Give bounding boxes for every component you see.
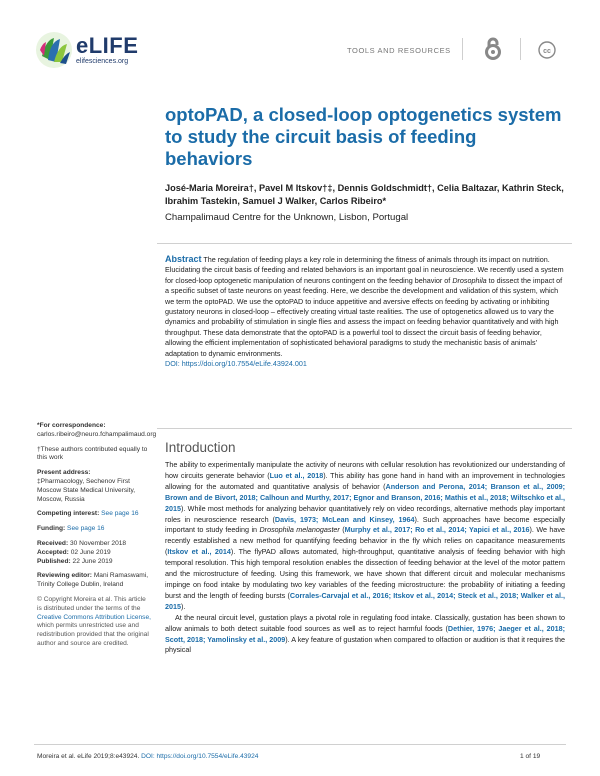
copyright-text: © Copyright Moreira et al. This article is distributed under the terms of the (37, 595, 146, 612)
author-list: José-Maria Moreira†, Pavel M Itskov†‡, Dennis Goldschmidt†, Celia Baltazar, Kathrin Steck, Ibrahim Tastekin, Samuel J Walker, Carlos Ribeiro* (165, 183, 564, 206)
citation-link[interactable]: Corrales-Carvajal et al., 2016; Itskov et al., 2014; Steck et al., 2018; Walker et al., 2015 (165, 590, 565, 611)
correspondence-email[interactable]: carlos.ribeiro@neuro.fchampalimaud.org (37, 430, 157, 438)
body-text: ). Such approaches have become especially important to study feeding in (165, 514, 565, 535)
abstract-doi-link[interactable]: DOI: https://doi.org/10.7554/eLife.43924.001 (165, 359, 307, 369)
open-access-icon (482, 37, 504, 61)
footer-citation-text: Moreira et al. eLife 2019;8:e43924. (37, 753, 142, 760)
abstract-text: to dissect the impact of a specific subset of taste neurons on yeast feeding. Here, we describe the development and validation of this system, which we term the optoPAD. We use the optoPAD to induce appetitive and aversive effects on feeding by activating or inhibiting gustatory neurons in closed-loop – effectively creating virtual taste realities. The use of optogenetics allowed us to vary the dynamics and probability of stimulation in single flies and assess the impact on feeding behavior quantitatively and with high throughput. These data demonstrate that the optoPAD is a powerful tool to dissect the circuit basis of feeding behavior, allowing the efficient implementation of sophisticated behavioral paradigms to study the mechanistic basis of animals' adaptation to dynamic environments. (165, 275, 563, 358)
funding-link[interactable]: See page 16 (67, 525, 105, 533)
funding-label: Funding: (37, 525, 66, 533)
citation-link[interactable]: Anderson and Perona, 2014; Branson et al., 2009; Brown and de Bivort, 2018; Calhoun and Murthy, 2017; Egnor and Branson, 2016; Mathis et al., 2018; Wiltschko et al., 2015 (165, 481, 566, 513)
body-text: ). (181, 601, 186, 611)
body-text: ( (339, 525, 345, 535)
citation-link[interactable]: Murphy et al., 2017; Ro et al., 2014; Yapici et al., 2016 (344, 525, 530, 535)
citation-link[interactable]: Dethier, 1976; Jaeger et al., 2018; Scott, 2018; Yamolinsky et al., 2009 (165, 623, 566, 644)
reviewing-editor: Mani Ramaswami, Trinity College Dublin, Ireland (37, 572, 149, 589)
equal-contribution-note: †These authors contributed equally to this work (37, 445, 148, 462)
received-date: 30 November 2018 (70, 539, 127, 547)
accepted-label: Accepted: (37, 548, 69, 556)
citation-link[interactable]: Luo et al., 2018 (269, 470, 324, 480)
license-link[interactable]: Creative Commons Attribution License, (37, 613, 151, 621)
correspondence-label: *For correspondence: (37, 422, 106, 429)
body-text: ). This ability has gone hand in hand with an improvement in technologies allowing for the automated and quantitative analysis of behavior ( (165, 470, 566, 491)
body-text: ). The flyPAD allows automated, high-throughput, quantitative analysis of feeding behavior with high temporal resolution. This high temporal resolution enables the dissection of feeding behavior at the level of the motor pattern and the microstructure of feeding. Using this framework, we have shown that different circuit and molecular mechanisms impinge on food intake by modulating two key variables of the feeding microstructure: the probability of initiating a feeding burst and the length of feeding bursts ( (165, 547, 565, 600)
abstract-heading: Abstract (165, 254, 202, 264)
body-text: At the neural circuit level, gustation plays a pivotal role in regulating food intake. Classically, gustation has been shown to allow animals to both detect suitable food sources as well as to reject harmful foods ( (165, 612, 565, 633)
article-title: optoPAD, a closed-loop optogenetics system to study the circuit basis of feeding behaviors (165, 104, 562, 169)
footer-doi-link[interactable]: DOI: https://doi.org/10.7554/eLife.43924 (141, 753, 259, 760)
body-text: ). While most methods for analyzing behavior quantitatively rely on video recordings, alternative methods play important roles in neuroscience research ( (165, 503, 565, 524)
citation-link[interactable]: Davis, 1973; McLean and Kinsey, 1964 (274, 514, 415, 524)
body-text: ). A key feature of gustation when compared to olfaction or audition is that it requires the physical (165, 634, 565, 655)
species-name: Drosophila melanogaster (259, 525, 340, 535)
copyright-text: which permits unrestricted use and redistribution provided that the original author and source are credited. (37, 622, 149, 647)
footer-citation (37, 753, 258, 760)
header-divider (520, 38, 521, 60)
published-label: Published: (37, 557, 71, 565)
competing-interest-label: Competing interest: (37, 510, 100, 518)
elife-url[interactable]: elifesciences.org (76, 58, 129, 65)
section-label: TOOLS AND RESOURCES (347, 46, 451, 55)
accepted-date: 02 June 2019 (70, 548, 111, 556)
divider (157, 243, 572, 244)
reviewing-editor-label: Reviewing editor: (37, 572, 92, 580)
received-label: Received: (37, 539, 69, 547)
article-sidebar (37, 422, 157, 655)
footer-divider (34, 744, 566, 745)
divider (157, 428, 572, 429)
abstract-species: Drosophila (452, 275, 487, 285)
published-date: 22 June 2019 (72, 557, 113, 565)
svg-text:cc: cc (543, 48, 551, 55)
paragraph (165, 613, 565, 657)
paragraph (165, 460, 565, 613)
abstract (165, 254, 565, 369)
body-text: ). We have recently established a new method for quantifying feeding behavior in the fly which relies on capacitance measurements ( (165, 525, 565, 557)
creative-commons-icon (538, 41, 556, 59)
citation-link[interactable]: Itskov et al., 2014 (167, 547, 231, 557)
competing-interest-link[interactable]: See page 16 (101, 510, 139, 518)
page-number: 1 of 19 (520, 753, 541, 760)
present-address: ‡Pharmacology, Sechenov First Moscow State Medical University, Moscow, Russia (37, 477, 136, 503)
abstract-text: The regulation of feeding plays a key role in determining the fitness of animals through its impact on nutrition. Elucidating the circuit basis of feeding and related behaviors is an important goal in neuroscience. We recently used a system for closed-loop optogenetic manipulation of neurons contingent on the feeding behavior of (165, 255, 564, 285)
introduction-body (165, 460, 565, 656)
elife-logo-icon (34, 30, 74, 70)
section-heading: Introduction (165, 440, 236, 455)
header-divider (462, 38, 463, 60)
present-address-label: Present address: (37, 469, 91, 477)
affiliation: Champalimaud Centre for the Unknown, Lisbon, Portugal (165, 212, 409, 223)
elife-logo-text: eLIFE (76, 33, 139, 58)
body-text: The ability to experimentally manipulate the activity of neurons with cellular resolution has revolutionized our understanding of how circuits generate behavior ( (165, 460, 565, 480)
